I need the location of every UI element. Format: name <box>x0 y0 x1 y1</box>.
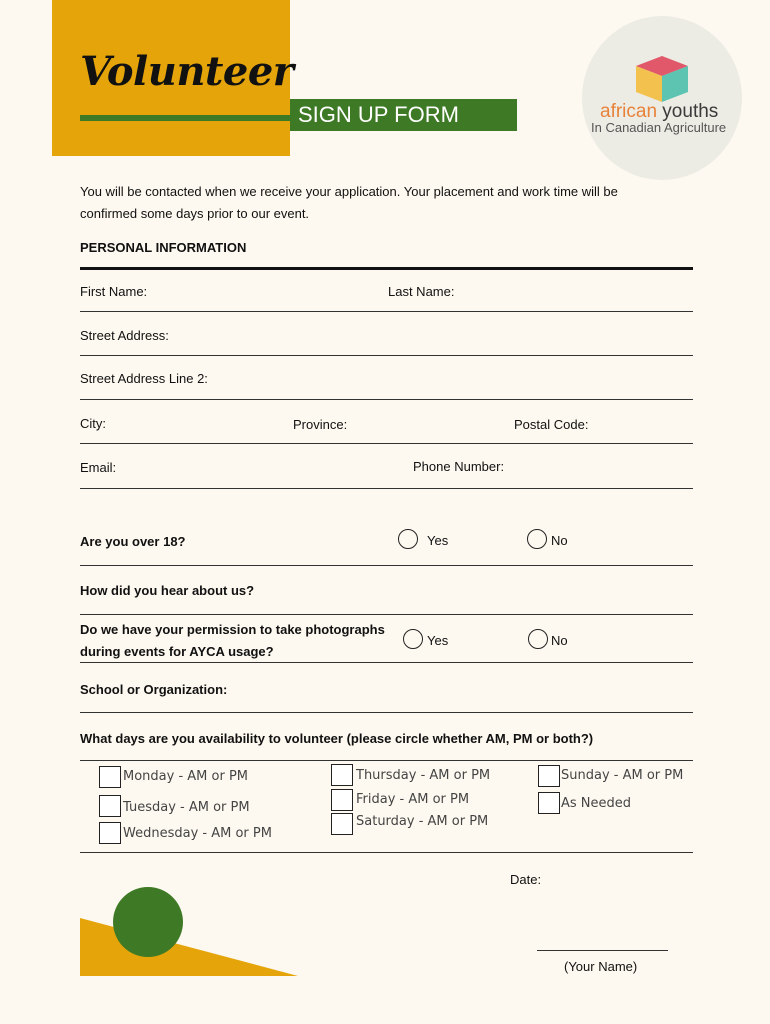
over18-no-radio[interactable] <box>527 529 547 549</box>
page-title: Volunteer <box>80 48 294 95</box>
title-rule <box>80 115 290 121</box>
thursday-checkbox[interactable] <box>331 764 353 786</box>
photo-no-label: No <box>551 633 568 648</box>
days-question: What days are you availability to volunteer (please circle whether AM, PM or both?) <box>80 731 594 746</box>
city-label: City: <box>80 416 106 431</box>
over18-question: Are you over 18? <box>80 534 186 549</box>
monday-checkbox[interactable] <box>99 766 121 788</box>
tuesday-checkbox[interactable] <box>99 795 121 817</box>
wednesday-label: Wednesday - AM or PM <box>123 826 272 841</box>
hear-question: How did you hear about us? <box>80 583 255 598</box>
photo-question-line1: Do we have your permission to take photographs <box>80 622 385 637</box>
friday-checkbox[interactable] <box>331 789 353 811</box>
last-name-label: Last Name: <box>388 284 455 299</box>
school-field-line[interactable] <box>80 712 693 713</box>
over18-yes-radio[interactable] <box>398 529 418 549</box>
photo-yes-radio[interactable] <box>403 629 423 649</box>
signature-line[interactable] <box>537 950 668 951</box>
email-label: Email: <box>80 460 117 475</box>
intro-text: You will be contacted when we receive your application. Your placement and work time will be confirmed some days prior to our event. <box>80 184 618 221</box>
footer-circle-decoration <box>113 887 183 957</box>
street2-label: Street Address Line 2: <box>80 371 208 386</box>
page-subtitle: SIGN UP FORM <box>290 99 517 131</box>
sunday-checkbox[interactable] <box>538 765 560 787</box>
saturday-checkbox[interactable] <box>331 813 353 835</box>
cube-logo-icon <box>636 56 688 102</box>
over18-rule <box>80 565 693 566</box>
school-question: School or Organization: <box>80 682 228 697</box>
province-label: Province: <box>293 417 348 432</box>
as-needed-label: As Needed <box>561 796 632 811</box>
street-label: Street Address: <box>80 328 169 343</box>
first-name-label: First Name: <box>80 284 148 299</box>
section-rule <box>80 267 693 270</box>
phone-label: Phone Number: <box>413 459 505 474</box>
name-field-line[interactable] <box>80 311 693 312</box>
city-field-line[interactable] <box>80 443 693 444</box>
sunday-label: Sunday - AM or PM <box>561 768 684 783</box>
tuesday-label: Tuesday - AM or PM <box>123 800 250 815</box>
logo-tagline: In Canadian Agriculture <box>591 120 727 135</box>
your-name-label: (Your Name) <box>564 959 638 974</box>
as-needed-checkbox[interactable] <box>538 792 560 814</box>
photo-question-line2: during events for AYCA usage? <box>80 644 274 659</box>
logo-brand-rest: youths <box>657 101 719 122</box>
street-field-line[interactable] <box>80 355 693 356</box>
days-bottom-rule <box>80 852 693 853</box>
monday-label: Monday - AM or PM <box>123 769 249 784</box>
hear-field-line[interactable] <box>80 614 693 615</box>
postal-label: Postal Code: <box>514 417 589 432</box>
wednesday-checkbox[interactable] <box>99 822 121 844</box>
thursday-label: Thursday - AM or PM <box>356 768 491 783</box>
street2-field-line[interactable] <box>80 399 693 400</box>
over18-yes-label: Yes <box>427 533 449 548</box>
section-title-personal: PERSONAL INFORMATION <box>80 240 247 255</box>
photo-no-radio[interactable] <box>528 629 548 649</box>
days-rule <box>80 760 693 761</box>
photo-rule <box>80 662 693 663</box>
date-label: Date: <box>510 872 542 887</box>
saturday-label: Saturday - AM or PM <box>356 814 489 829</box>
friday-label: Friday - AM or PM <box>356 792 470 807</box>
email-field-line[interactable] <box>80 488 693 489</box>
over18-no-label: No <box>551 533 568 548</box>
photo-yes-label: Yes <box>427 633 449 648</box>
logo-brand-accent: african <box>600 101 658 122</box>
